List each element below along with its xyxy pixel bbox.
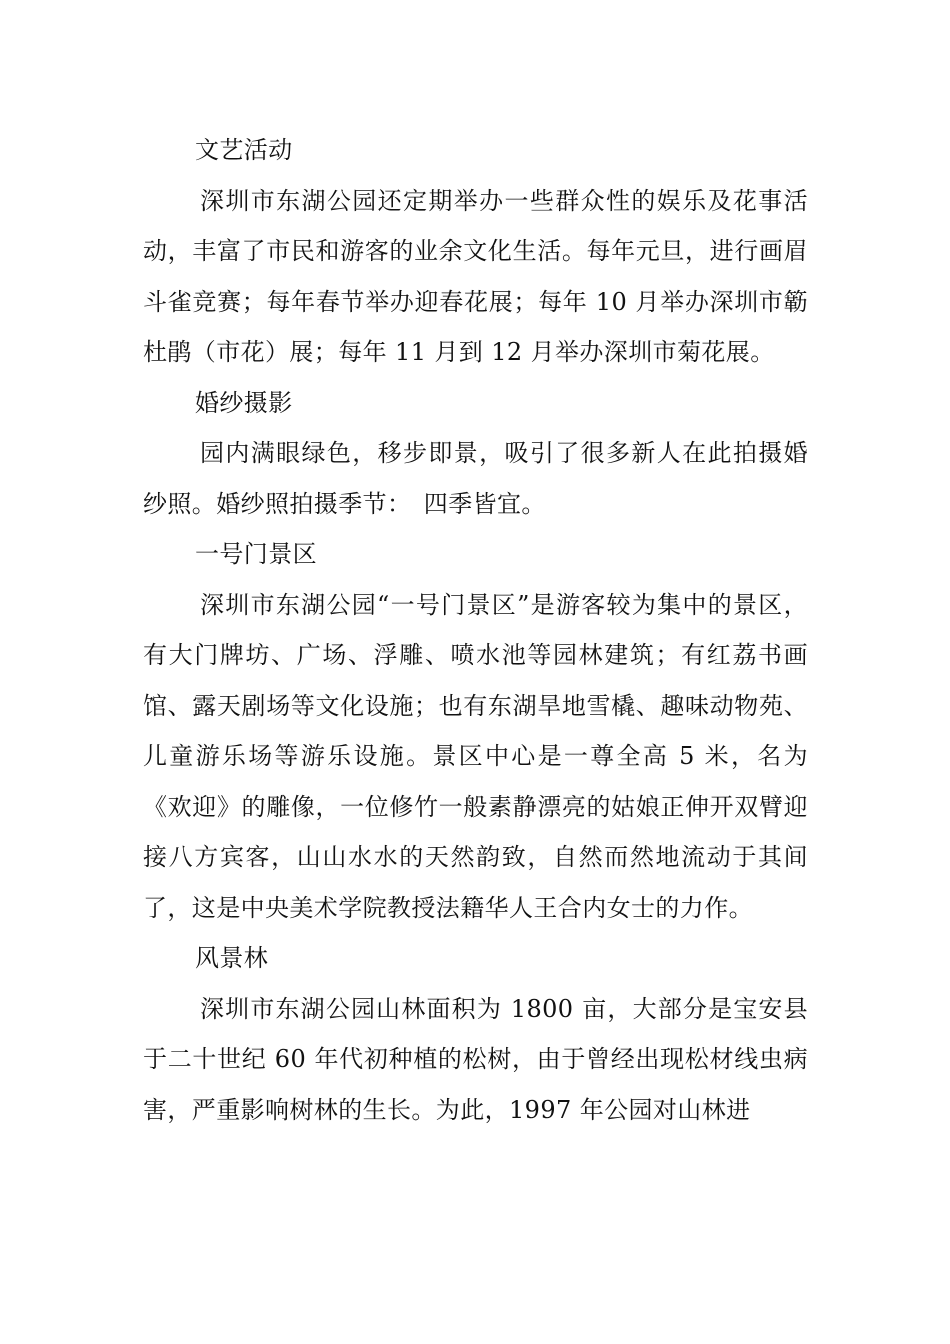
section-heading-arts-activities: 文艺活动 xyxy=(195,136,293,164)
section-heading-wedding-photography: 婚纱摄影 xyxy=(195,388,293,417)
section-paragraph-wedding-photography: 园内满眼绿色，移步即景，吸引了很多新人在此拍摄婚纱照。婚纱照拍摄季节： 四季皆宜。 xyxy=(143,439,808,518)
section-paragraph-arts-activities: 深圳市东湖公园还定期举办一些群众性的娱乐及花事活动，丰富了市民和游客的业余文化生活。每年元旦，进行画眉斗雀竞赛；每年春节举办迎春花展；每年 10 月举办深圳市簕杜鹃（市花）展；每年 11 月到 12 月举办深圳市菊花展。 xyxy=(143,186,808,366)
document-body xyxy=(143,125,808,1135)
section-paragraph-scenic-forest: 深圳市东湖公园山林面积为 1800 亩，大部分是宝安县于二十世纪 60 年代初种植的松树，由于曾经出现松材线虫病害，严重影响树林的生长。为此，1997 年公园对山林进 xyxy=(143,994,808,1124)
section-paragraph-gate-one-area: 深圳市东湖公园“一号门景区”是游客较为集中的景区，有大门牌坊、广场、浮雕、喷水池等园林建筑；有红荔书画馆、露天剧场等文化设施；也有东湖旱地雪橇、趣味动物苑、儿童游乐场等游乐设施。景区中心是一尊全高 5 米，名为《欢迎》的雕像，一位修竹一般素静漂亮的姑娘正伸开双臂迎接八方宾客，山山水水的天然韵致，自然而然地流动于其间了，这是中央美术学院教授法籍华人王合内女士的力作。 xyxy=(143,590,808,922)
section-heading-gate-one-area: 一号门景区 xyxy=(195,540,317,568)
section-heading-scenic-forest: 风景林 xyxy=(195,944,269,972)
